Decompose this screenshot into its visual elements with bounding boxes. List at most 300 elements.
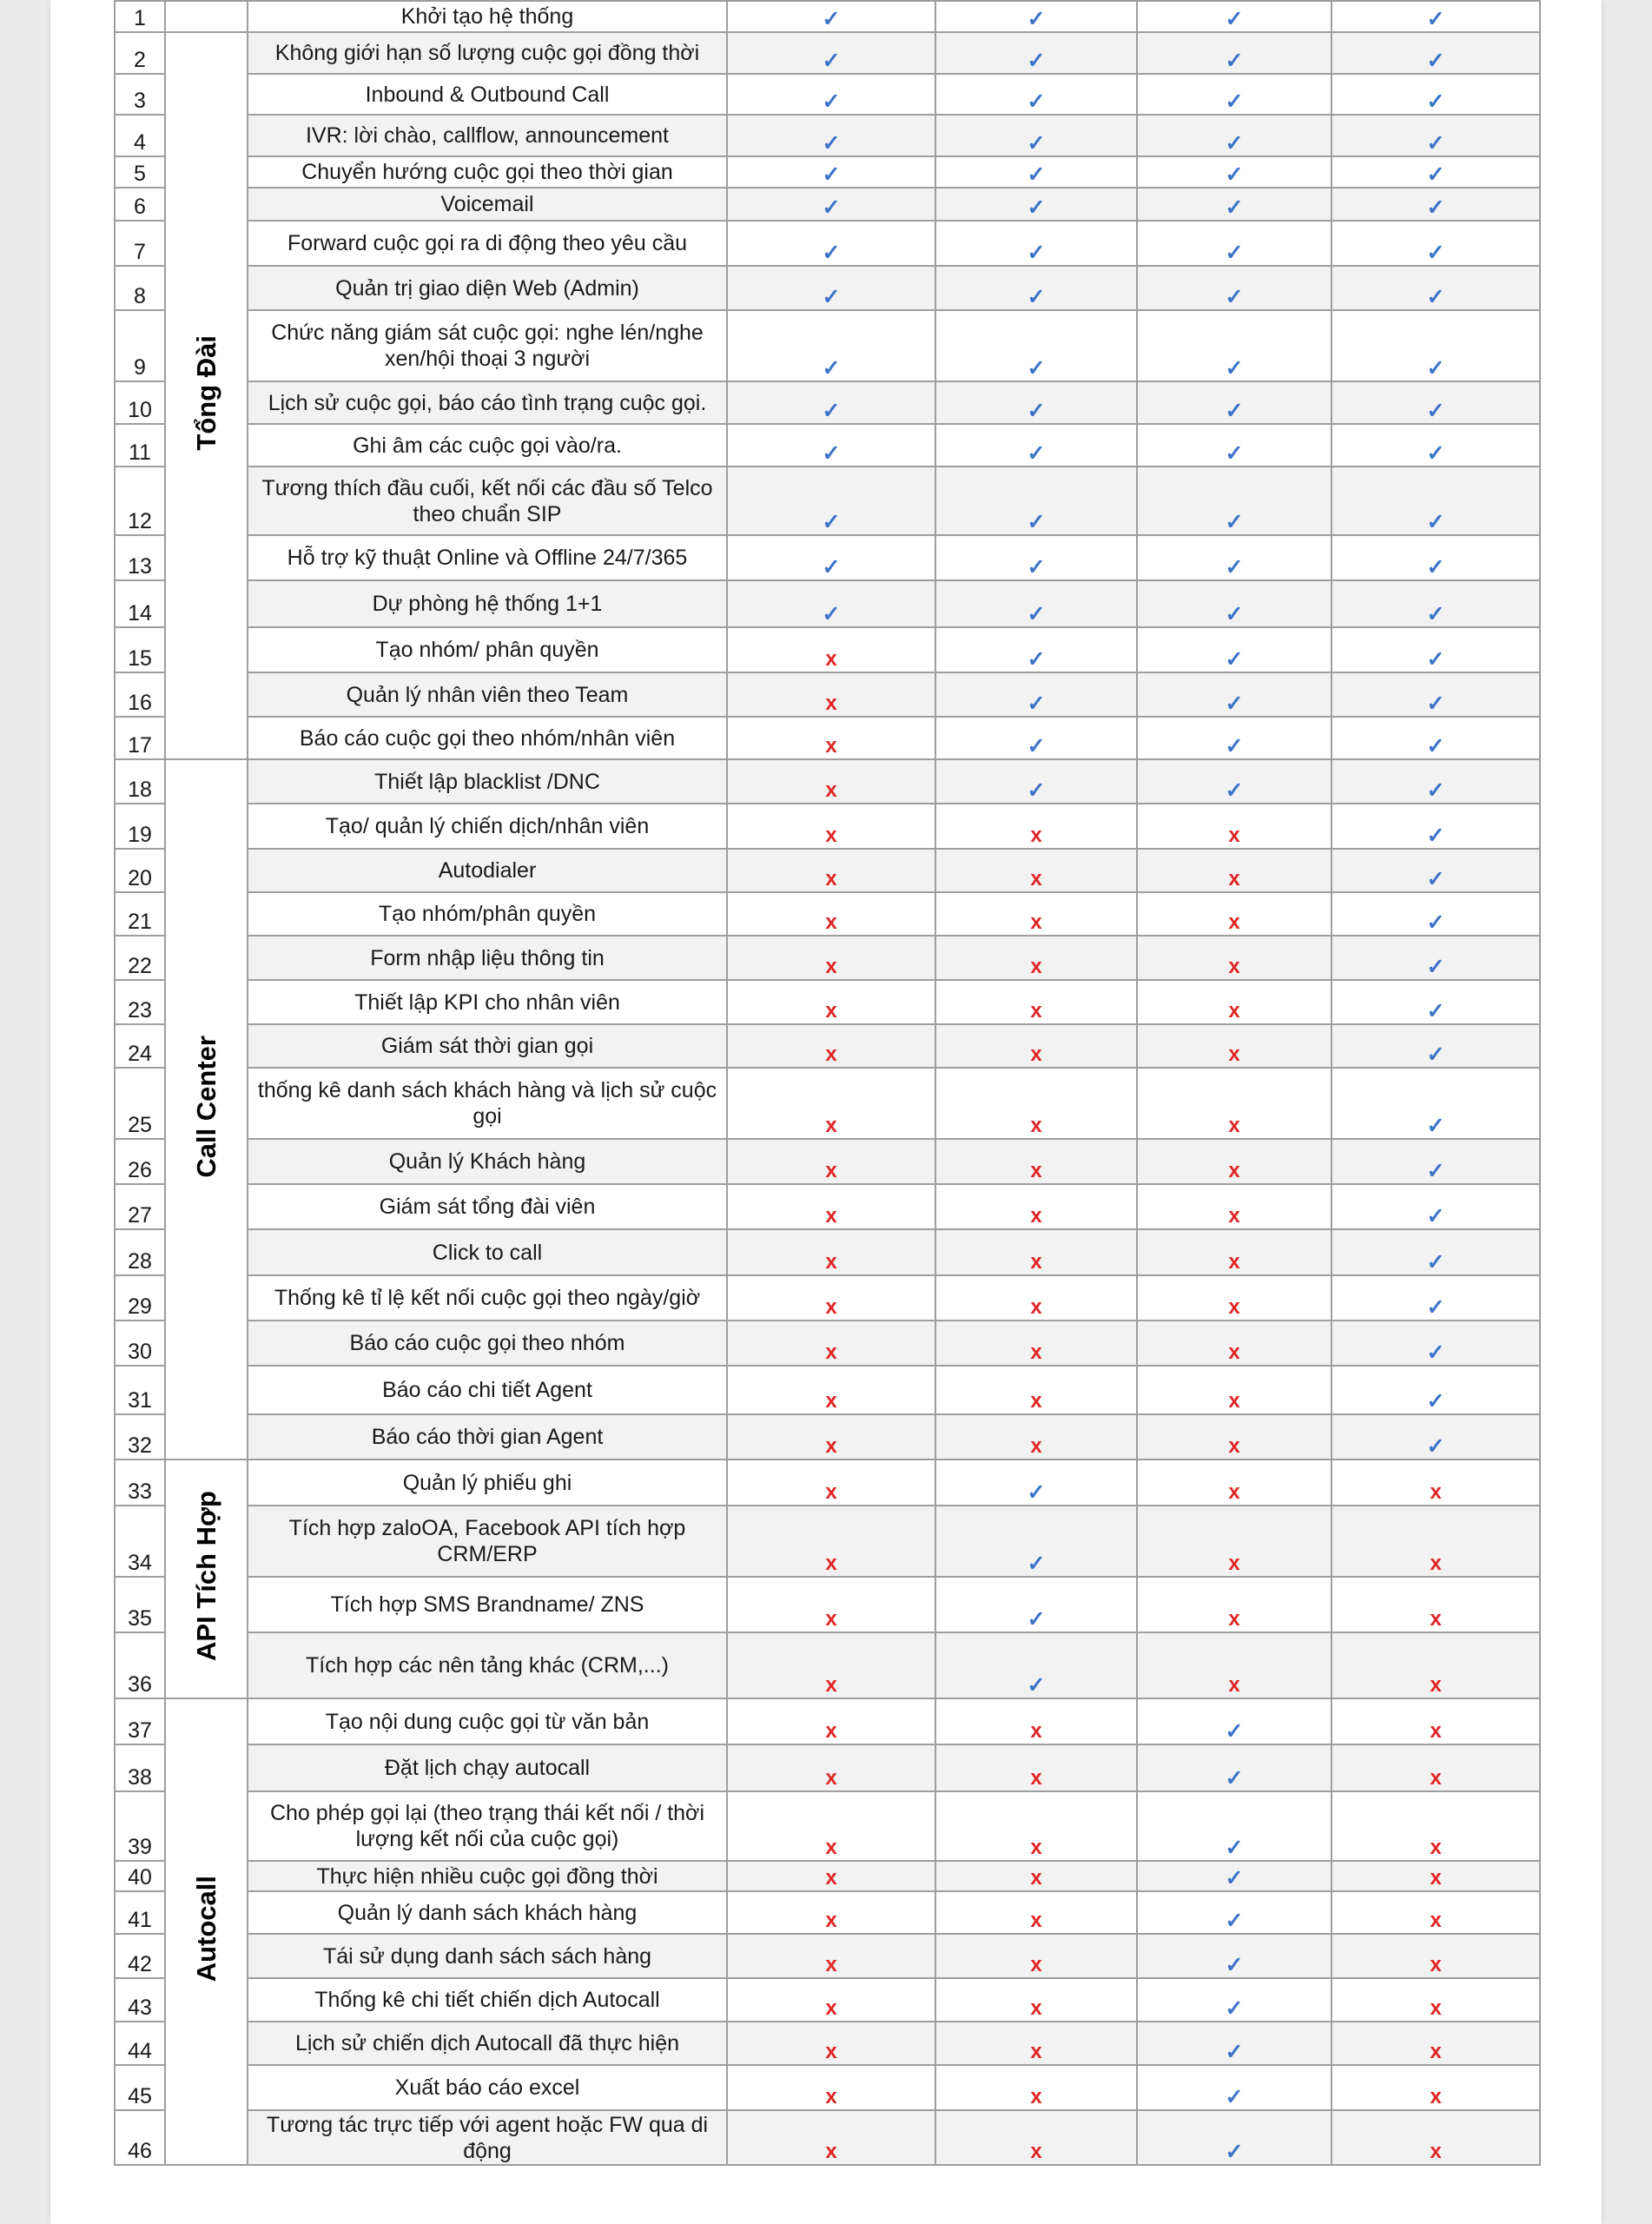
plan-1-cell [727,1861,935,1891]
feature-name: Báo cáo cuộc gọi theo nhóm/nhân viên [248,717,727,759]
plan-3-cell [1137,2110,1332,2165]
plan-2-cell [935,1229,1137,1275]
cross-icon: x [1228,1295,1240,1319]
cross-icon: x [1030,1996,1042,2020]
feature-name: Không giới hạn số lượng cuộc gọi đồng thời [248,32,727,74]
plan-3-cell [1137,759,1332,804]
plan-4-cell [1332,1068,1540,1139]
feature-name: Autodialer [248,849,727,892]
feature-name: Form nhập liệu thông tin [248,936,727,980]
plan-4-cell [1332,1632,1540,1698]
cross-icon: x [1430,1673,1442,1697]
plan-3-cell [1137,310,1332,381]
cross-icon: x [1430,1909,1442,1932]
checkmark-icon: ✓ [1426,555,1445,579]
table-row [115,221,1540,266]
plan-3-cell [1137,1275,1332,1320]
cross-icon: x [1030,1340,1042,1364]
plan-2-cell [935,627,1137,672]
plan-1-cell [727,759,935,804]
cross-icon: x [1030,1389,1042,1413]
checkmark-icon: ✓ [1027,647,1046,672]
checkmark-icon: ✓ [1426,692,1445,716]
table-row [115,936,1540,980]
checkmark-icon: ✓ [1225,49,1244,73]
checkmark-icon: ✓ [1027,356,1046,381]
plan-3-cell [1137,627,1332,672]
row-number: 18 [115,759,165,804]
plan-2-cell [935,381,1137,424]
row-number: 15 [115,627,165,672]
table-row [115,1506,1540,1577]
plan-2-cell [935,936,1137,980]
feature-name: Tạo nhóm/phân quyền [248,892,727,936]
feature-name: Lịch sử chiến dịch Autocall đã thực hiện [248,2022,727,2065]
checkmark-icon: ✓ [1426,602,1445,626]
plan-4-cell [1332,627,1540,672]
plan-3-cell [1137,266,1332,310]
table-row [115,467,1540,535]
checkmark-icon: ✓ [1426,734,1445,758]
plan-1-cell [727,1934,935,1978]
cross-icon: x [1030,1719,1042,1743]
cross-icon: x [1228,999,1240,1023]
checkmark-icon: ✓ [1225,778,1244,803]
table-row [115,424,1540,467]
plan-3-cell [1137,580,1332,627]
row-number: 12 [115,467,165,535]
plan-3-cell [1137,1891,1332,1934]
plan-3-cell [1137,188,1332,221]
row-number: 16 [115,672,165,717]
plan-1-cell [727,2022,935,2065]
checkmark-icon: ✓ [1225,647,1244,672]
feature-name: Thiết lập KPI cho nhân viên [248,980,727,1024]
plan-4-cell [1332,535,1540,580]
cross-icon: x [825,1250,837,1274]
cross-icon: x [1228,1340,1240,1364]
feature-name: Tích hợp SMS Brandname/ ZNS [248,1577,727,1632]
feature-name: IVR: lời chào, callflow, announcement [248,115,727,156]
plan-2-cell [935,1024,1137,1068]
plan-4-cell [1332,1184,1540,1229]
plan-2-cell [935,535,1137,580]
table-row [115,1275,1540,1320]
plan-3-cell [1137,1068,1332,1139]
plan-2-cell [935,1934,1137,1978]
plan-1-cell [727,1275,935,1320]
plan-2-cell [935,467,1137,535]
plan-4-cell [1332,115,1540,156]
feature-name: Tạo nhóm/ phân quyền [248,627,727,672]
cross-icon: x [1430,1866,1442,1890]
plan-3-cell [1137,717,1332,759]
table-row [115,1,1540,32]
row-number: 21 [115,892,165,936]
plan-4-cell [1332,1891,1540,1934]
cross-icon: x [825,1909,837,1932]
cross-icon: x [1030,1909,1042,1932]
plan-3-cell [1137,1,1332,32]
table-row [115,1577,1540,1632]
table-row [115,32,1540,74]
row-number: 39 [115,1791,165,1861]
plan-2-cell [935,2022,1137,2065]
plan-1-cell [727,980,935,1024]
feature-name: Tích hợp zaloOA, Facebook API tích hợp CRM/ERP [248,1506,727,1577]
checkmark-icon: ✓ [822,162,841,187]
plan-1-cell [727,1791,935,1861]
checkmark-icon: ✓ [1027,1607,1046,1632]
cross-icon: x [825,1159,837,1182]
plan-1-cell [727,156,935,188]
feature-name: Dự phòng hệ thống 1+1 [248,580,727,627]
plan-2-cell [935,1861,1137,1891]
plan-1-cell [727,1,935,32]
checkmark-icon: ✓ [1225,7,1244,31]
feature-name: Tái sử dụng danh sách sách hàng [248,1934,727,1978]
row-number: 22 [115,936,165,980]
cross-icon: x [1030,1159,1042,1182]
cross-icon: x [1228,910,1240,934]
feature-name: Inbound & Outbound Call [248,74,727,115]
cross-icon: x [1430,2040,1442,2063]
feature-name: Chức năng giám sát cuộc gọi: nghe lén/nghe xen/hội thoại 3 người [248,310,727,381]
plan-2-cell [935,980,1137,1024]
plan-2-cell [935,156,1137,188]
plan-2-cell [935,310,1137,381]
feature-name: Thiết lập blacklist /DNC [248,759,727,804]
cross-icon: x [1030,999,1042,1023]
plan-3-cell [1137,1934,1332,1978]
row-number: 7 [115,221,165,266]
checkmark-icon: ✓ [1225,195,1244,220]
checkmark-icon: ✓ [1225,555,1244,579]
plan-2-cell [935,74,1137,115]
plan-1-cell [727,535,935,580]
cross-icon: x [1430,2140,1442,2163]
plan-4-cell [1332,188,1540,221]
plan-2-cell [935,1068,1137,1139]
plan-2-cell [935,221,1137,266]
checkmark-icon: ✓ [1027,555,1046,579]
table-row [115,1460,1540,1506]
cross-icon: x [825,1480,837,1504]
plan-2-cell [935,1632,1137,1698]
plan-1-cell [727,1366,935,1414]
feature-name: Click to call [248,1229,727,1275]
checkmark-icon: ✓ [1027,1552,1046,1576]
checkmark-icon: ✓ [1426,1042,1445,1067]
plan-1-cell [727,1698,935,1744]
table-row [115,1229,1540,1275]
plan-3-cell [1137,1320,1332,1366]
checkmark-icon: ✓ [1426,285,1445,309]
plan-2-cell [935,1139,1137,1184]
row-number: 32 [115,1414,165,1460]
cross-icon: x [1030,1766,1042,1790]
row-number: 17 [115,717,165,759]
plan-3-cell [1137,804,1332,849]
feature-name: Tạo nội dung cuộc gọi từ văn bản [248,1698,727,1744]
cross-icon: x [1228,1159,1240,1182]
checkmark-icon: ✓ [1027,441,1046,466]
plan-2-cell [935,1744,1137,1791]
cross-icon: x [1030,824,1042,847]
plan-4-cell [1332,936,1540,980]
cross-icon: x [1430,1996,1442,2020]
cross-icon: x [1228,1389,1240,1413]
cross-icon: x [1030,1204,1042,1228]
row-number: 36 [115,1632,165,1698]
feature-name: Giám sát tổng đài viên [248,1184,727,1229]
cross-icon: x [1228,1673,1240,1697]
row-number: 27 [115,1184,165,1229]
plan-1-cell [727,115,935,156]
cross-icon: x [825,778,837,802]
checkmark-icon: ✓ [822,555,841,579]
table-row [115,1698,1540,1744]
checkmark-icon: ✓ [1027,1480,1046,1505]
feature-name: Báo cáo cuộc gọi theo nhóm [248,1320,727,1366]
table-row [115,1024,1540,1068]
plan-1-cell [727,717,935,759]
plan-3-cell [1137,1861,1332,1891]
checkmark-icon: ✓ [1225,441,1244,466]
plan-3-cell [1137,1414,1332,1460]
plan-2-cell [935,32,1137,74]
feature-name: Thống kê chi tiết chiến dịch Autocall [248,1978,727,2022]
row-number: 2 [115,32,165,74]
cross-icon: x [825,955,837,978]
checkmark-icon: ✓ [1225,241,1244,265]
feature-name: Chuyển hướng cuộc gọi theo thời gian [248,156,727,188]
plan-1-cell [727,381,935,424]
plan-1-cell [727,849,935,892]
checkmark-icon: ✓ [1225,399,1244,423]
table-row [115,1934,1540,1978]
row-number: 35 [115,1577,165,1632]
checkmark-icon: ✓ [1027,89,1046,114]
table-row [115,310,1540,381]
row-number: 37 [115,1698,165,1744]
checkmark-icon: ✓ [1426,955,1445,979]
plan-3-cell [1137,936,1332,980]
cross-icon: x [825,1719,837,1743]
checkmark-icon: ✓ [1225,285,1244,309]
cross-icon: x [1430,1607,1442,1631]
checkmark-icon: ✓ [1426,195,1445,220]
plan-4-cell [1332,1,1540,32]
checkmark-icon: ✓ [822,241,841,265]
checkmark-icon: ✓ [1426,910,1445,935]
checkmark-icon: ✓ [1027,399,1046,423]
plan-1-cell [727,1978,935,2022]
checkmark-icon: ✓ [1426,1204,1445,1228]
table-row [115,580,1540,627]
plan-4-cell [1332,74,1540,115]
feature-name: Ghi âm các cuộc gọi vào/ra. [248,424,727,467]
plan-2-cell [935,1275,1137,1320]
cross-icon: x [825,734,837,758]
checkmark-icon: ✓ [1225,1909,1244,1933]
plan-4-cell [1332,759,1540,804]
plan-1-cell [727,467,935,535]
feature-name: Tương tác trực tiếp với agent hoặc FW qua di động [248,2110,727,2165]
feature-name: Forward cuộc gọi ra di động theo yêu cầu [248,221,727,266]
cross-icon: x [825,647,837,671]
plan-4-cell [1332,156,1540,188]
plan-4-cell [1332,1698,1540,1744]
table-row [115,627,1540,672]
row-number: 28 [115,1229,165,1275]
checkmark-icon: ✓ [1426,89,1445,114]
plan-4-cell [1332,1139,1540,1184]
group-cell [165,759,248,1460]
group-label: Call Center [190,1035,221,1178]
checkmark-icon: ✓ [1426,356,1445,381]
table-row [115,2022,1540,2065]
feature-table-body [115,1,1540,2165]
table-row [115,1068,1540,1139]
checkmark-icon: ✓ [1225,1866,1244,1890]
table-row [115,1366,1540,1414]
row-number: 9 [115,310,165,381]
cross-icon: x [825,1204,837,1228]
plan-4-cell [1332,1229,1540,1275]
cross-icon: x [1030,910,1042,934]
plan-3-cell [1137,1366,1332,1414]
plan-3-cell [1137,1506,1332,1577]
cross-icon: x [825,1434,837,1458]
group-cell [165,1460,248,1698]
group-label: Tổng Đài [190,334,221,451]
cross-icon: x [1228,1552,1240,1575]
cross-icon: x [825,1552,837,1575]
cross-icon: x [1030,2085,1042,2108]
table-row [115,1632,1540,1698]
plan-1-cell [727,1506,935,1577]
checkmark-icon: ✓ [1426,824,1445,848]
table-row [115,1184,1540,1229]
checkmark-icon: ✓ [822,441,841,466]
cross-icon: x [1030,1114,1042,1137]
row-number: 4 [115,115,165,156]
plan-1-cell [727,310,935,381]
row-number: 23 [115,980,165,1024]
plan-4-cell [1332,1861,1540,1891]
plan-4-cell [1332,1791,1540,1861]
checkmark-icon: ✓ [1426,647,1445,672]
plan-1-cell [727,221,935,266]
plan-1-cell [727,1891,935,1934]
row-number: 8 [115,266,165,310]
cross-icon: x [1430,1836,1442,1859]
table-row [115,74,1540,115]
checkmark-icon: ✓ [1426,7,1445,31]
plan-3-cell [1137,1978,1332,2022]
feature-name: Xuất báo cáo excel [248,2065,727,2110]
table-row [115,2065,1540,2110]
row-number: 3 [115,74,165,115]
plan-4-cell [1332,1414,1540,1460]
plan-1-cell [727,627,935,672]
feature-name: Báo cáo chi tiết Agent [248,1366,727,1414]
checkmark-icon: ✓ [1225,510,1244,534]
plan-4-cell [1332,467,1540,535]
checkmark-icon: ✓ [1426,399,1445,423]
plan-3-cell [1137,1139,1332,1184]
plan-2-cell [935,1791,1137,1861]
checkmark-icon: ✓ [1225,2140,1244,2164]
cross-icon: x [825,1389,837,1413]
plan-1-cell [727,2110,935,2165]
feature-name: Thực hiện nhiều cuộc gọi đồng thời [248,1861,727,1891]
cross-icon: x [825,1866,837,1890]
checkmark-icon: ✓ [1225,356,1244,381]
plan-2-cell [935,266,1137,310]
feature-name: Quản lý nhân viên theo Team [248,672,727,717]
checkmark-icon: ✓ [1426,131,1445,156]
checkmark-icon: ✓ [1027,602,1046,626]
group-cell [165,1698,248,2165]
cross-icon: x [825,1953,837,1976]
row-number: 19 [115,804,165,849]
cross-icon: x [1430,1552,1442,1575]
checkmark-icon: ✓ [822,195,841,220]
table-row [115,1791,1540,1861]
plan-3-cell [1137,980,1332,1024]
plan-4-cell [1332,804,1540,849]
row-number: 5 [115,156,165,188]
plan-4-cell [1332,424,1540,467]
checkmark-icon: ✓ [1027,241,1046,265]
plan-3-cell [1137,1577,1332,1632]
table-row [115,1414,1540,1460]
row-number: 46 [115,2110,165,2165]
plan-1-cell [727,1744,935,1791]
cross-icon: x [1430,2085,1442,2108]
plan-2-cell [935,424,1137,467]
group-label: API Tích Hợp [190,1491,221,1661]
checkmark-icon: ✓ [1225,1996,1244,2021]
plan-4-cell [1332,1577,1540,1632]
checkmark-icon: ✓ [822,602,841,626]
checkmark-icon: ✓ [1027,1673,1046,1698]
cross-icon: x [1030,1042,1042,1066]
checkmark-icon: ✓ [1225,1766,1244,1790]
cross-icon: x [1430,1766,1442,1790]
row-number: 33 [115,1460,165,1506]
cross-icon: x [1030,1434,1042,1458]
table-row [115,535,1540,580]
cross-icon: x [825,1766,837,1790]
plan-1-cell [727,1320,935,1366]
table-row [115,849,1540,892]
plan-3-cell [1137,1791,1332,1861]
checkmark-icon: ✓ [1426,1114,1445,1138]
plan-4-cell [1332,32,1540,74]
checkmark-icon: ✓ [822,49,841,73]
row-number: 10 [115,381,165,424]
plan-3-cell [1137,1460,1332,1506]
plan-4-cell [1332,849,1540,892]
plan-2-cell [935,1366,1137,1414]
checkmark-icon: ✓ [1426,867,1445,891]
feature-name: Quản lý Khách hàng [248,1139,727,1184]
row-number: 24 [115,1024,165,1068]
plan-1-cell [727,1632,935,1698]
